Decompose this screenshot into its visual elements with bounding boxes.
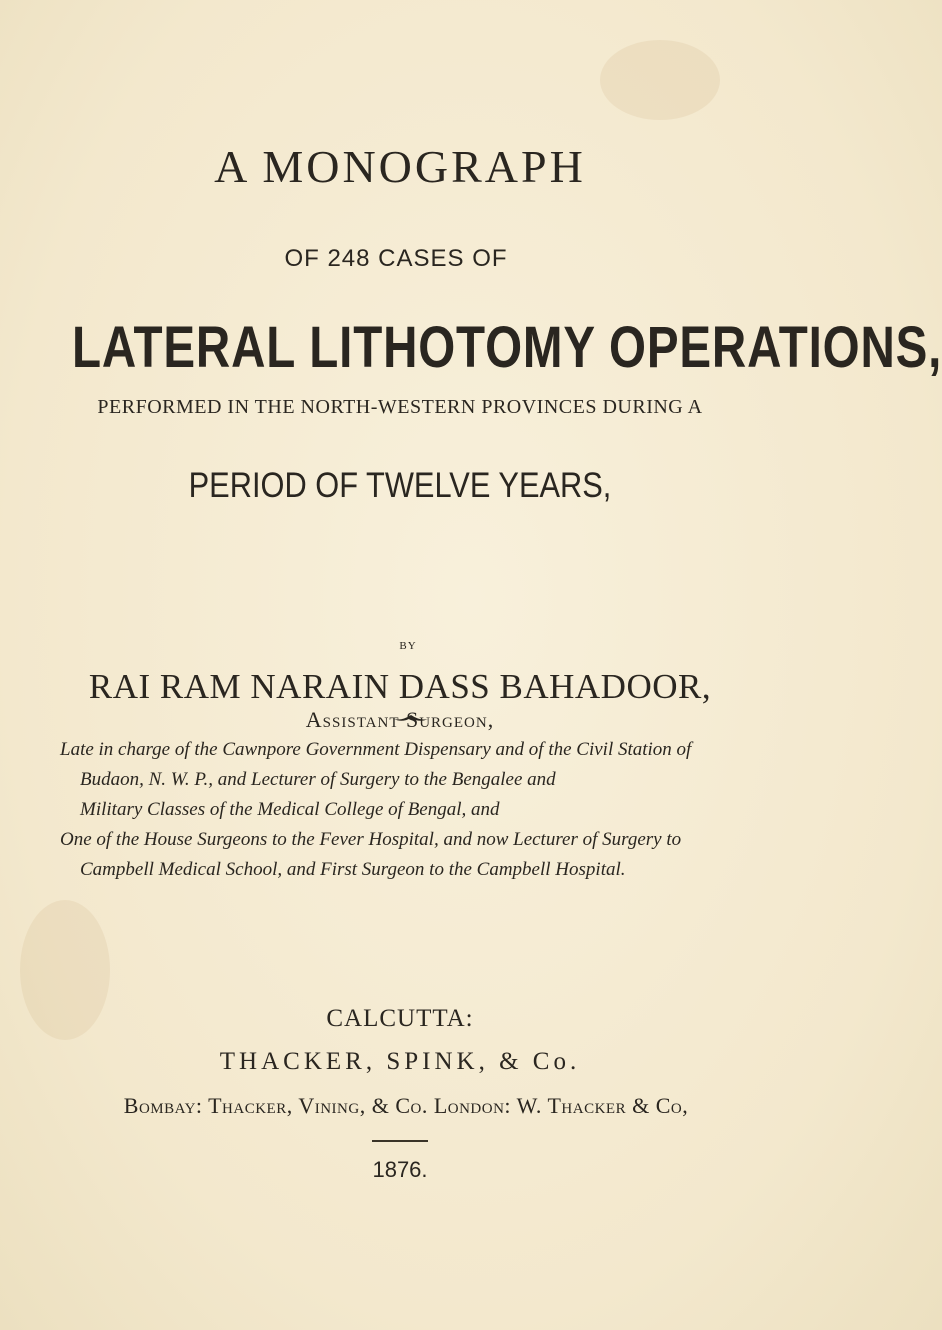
paper-stain [600,40,720,120]
publication-year: 1876. [372,1157,428,1182]
credentials-line: Late in charge of the Cawnpore Government Dispensary and of the Civil Station of [60,739,692,760]
credentials-line: One of the House Surgeons to the Fever Hospital, and now Lecturer of Surgery to [60,829,682,850]
imprint-city: CALCUTTA: [326,1005,474,1032]
author-name: RAI RAM NARAIN DASS BAHADOOR, [88,667,712,706]
credentials-line: Budaon, N. W. P., and Lecturer of Surgery to the Bengalee and [80,769,556,790]
publisher: THACKER, SPINK, & Co. [219,1048,581,1075]
credentials-line: Military Classes of the Medical College of Bengal, and [80,799,500,820]
description-line: PERFORMED IN THE NORTH-WESTERN PROVINCES DURING A [97,396,703,418]
divider [372,1140,428,1142]
publisher-branches: Bombay: Thacker, Vining, & Co. London: W. Thacker & Co, [123,1093,689,1118]
subheading: OF 248 CASES OF [284,245,508,272]
period-line: PERIOD OF TWELVE YEARS, [188,466,612,505]
main-title: LATERAL LITHOTOMY OPERATIONS, [72,315,942,380]
author-title: Assistant Surgeon, [305,707,495,732]
credentials-line: Campbell Medical School, and First Surgeon to the Campbell Hospital. [80,859,626,880]
by-label: BY [399,640,417,652]
page-heading: A MONOGRAPH [214,141,586,192]
